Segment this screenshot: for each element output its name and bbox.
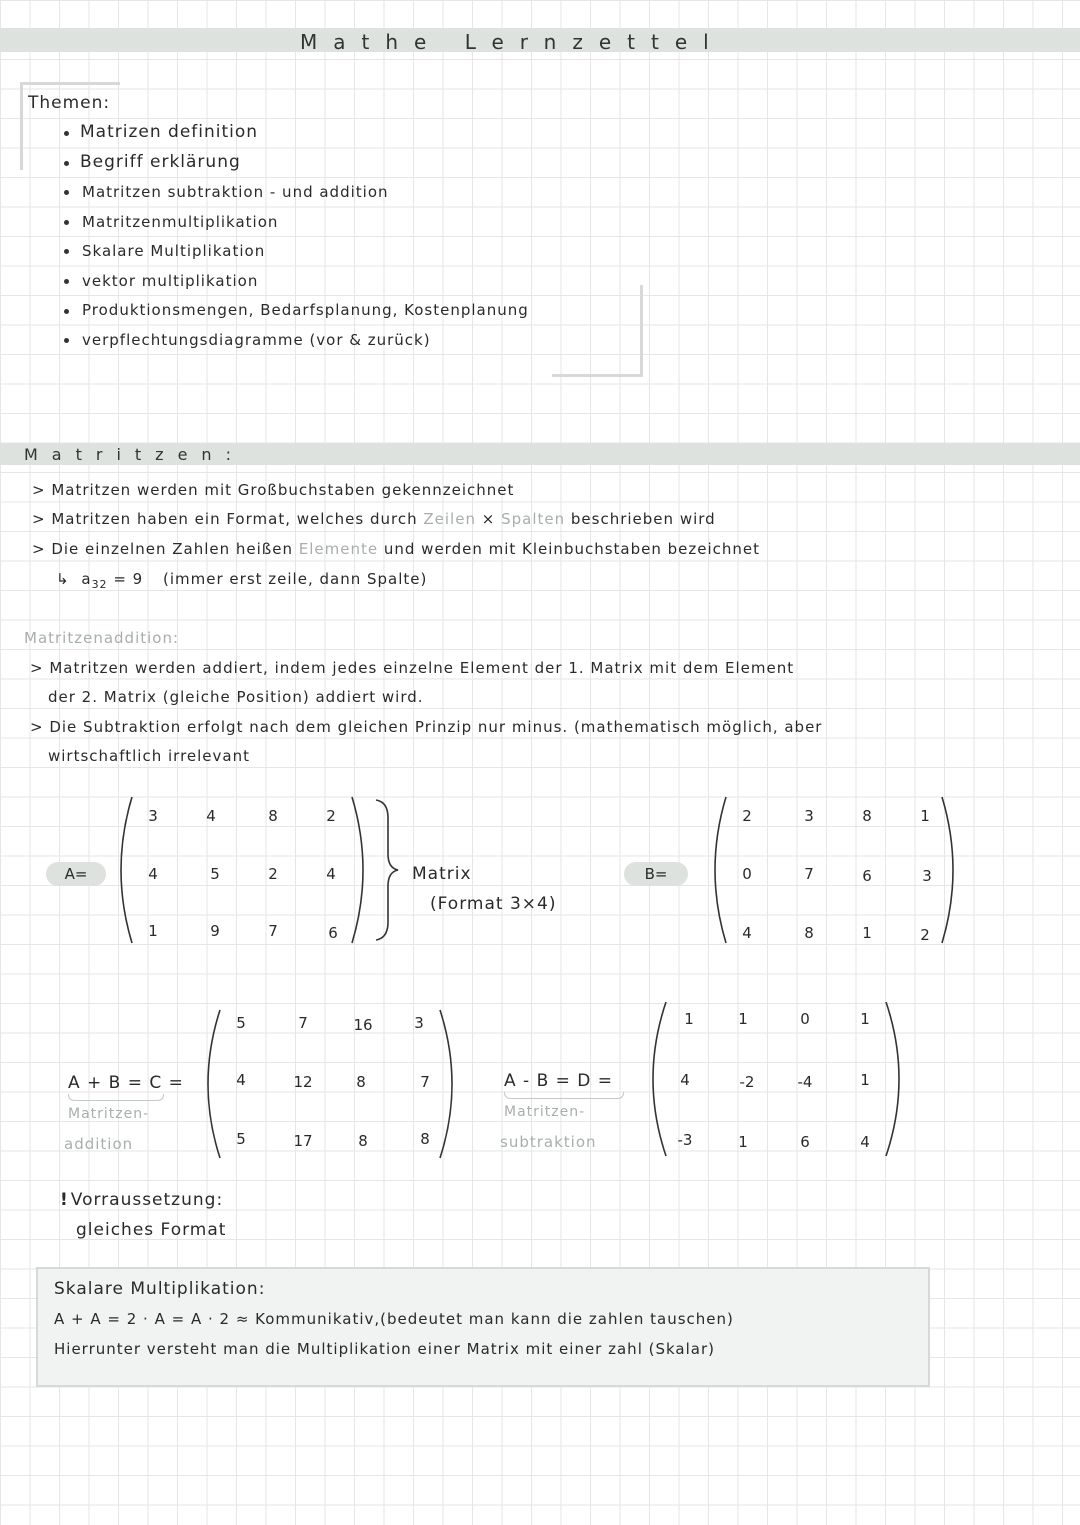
matrix-a-annotation: Matrix [412, 864, 472, 884]
matritzen-heading: Matritzen: [24, 445, 245, 464]
matrix-cell: 3 [804, 807, 814, 825]
matrix-cell: -3 [677, 1131, 693, 1149]
matrix-a-format: (Format 3×4) [430, 894, 557, 914]
matrix-cell: 16 [353, 1016, 373, 1034]
bullet-icon [64, 309, 69, 314]
subtraction-underbrace [504, 1092, 624, 1099]
matrix-cell: 1 [860, 1071, 870, 1089]
matrix-cell: 7 [804, 865, 814, 883]
matrix-cell: 6 [800, 1133, 810, 1151]
matrix-cell: -2 [739, 1073, 755, 1091]
themen-item: vektor multiplikation [82, 272, 259, 290]
element-index: 32 [91, 578, 108, 591]
bullet-icon [64, 190, 69, 195]
matrix-a-right-paren [350, 795, 370, 945]
matrix-cell: 8 [862, 807, 872, 825]
themen-label: Themen: [28, 93, 111, 113]
voraussetzung-label [60, 1190, 223, 1210]
bullet-icon [64, 161, 69, 166]
matrix-cell: 4 [860, 1133, 870, 1151]
matrix-a-left-paren [114, 795, 134, 945]
subtraction-caption-1: Matritzen- [504, 1104, 586, 1120]
matrix-cell: 3 [148, 807, 158, 825]
matrix-cell: 2 [268, 865, 278, 883]
matrix-cell: 17 [293, 1132, 313, 1150]
matrix-cell: 8 [356, 1073, 366, 1091]
matrix-cell: 8 [420, 1130, 430, 1148]
matrix-c-right-paren [438, 1008, 460, 1160]
skalar-line-1: A + A = 2 · A = A · 2 ≈ Kommunikativ,(bedeutet man kann die zahlen tauschen) [54, 1310, 734, 1328]
addition-caption-2: addition [64, 1135, 134, 1153]
zeilen-term: Zeilen [423, 510, 476, 528]
matrix-a-label: A= [46, 862, 106, 886]
matrix-cell: 3 [414, 1014, 424, 1032]
times-sign: × [481, 510, 496, 528]
matrix-cell: -4 [797, 1073, 813, 1091]
matrix-cell: 0 [742, 865, 752, 883]
themen-item: Begriff erklärung [80, 152, 241, 172]
bullet-icon [64, 220, 69, 225]
matritzen-line-3 [32, 540, 760, 558]
skalar-title: Skalare Multiplikation: [54, 1279, 266, 1299]
return-arrow-icon: ↳ [56, 570, 70, 588]
matrix-cell: 4 [236, 1071, 246, 1089]
matrix-cell: 4 [326, 865, 336, 883]
matrix-cell: 4 [206, 807, 216, 825]
matrix-cell: 8 [358, 1132, 368, 1150]
addition-underbrace [68, 1094, 164, 1101]
line-2-text: > Matritzen haben ein Format, welches durch [32, 510, 418, 528]
addition-heading: Matritzenaddition: [24, 629, 180, 647]
matrix-cell: 4 [680, 1071, 690, 1089]
themen-frame-left [20, 82, 23, 170]
line-3-text: > Die einzelnen Zahlen heißen [32, 540, 293, 558]
themen-item: verpflechtungsdiagramme (vor & zurück) [82, 331, 431, 349]
matrix-cell: 0 [800, 1010, 810, 1028]
element-symbol: a [81, 570, 92, 588]
matrix-cell: 8 [268, 807, 278, 825]
addition-caption-1: Matritzen- [68, 1106, 150, 1122]
bullet-icon [64, 249, 69, 254]
matrix-cell: 1 [862, 924, 872, 942]
addition-line-3: > Die Subtraktion erfolgt nach dem gleichen Prinzip nur minus. (mathematisch möglich, aber [30, 718, 823, 736]
matrix-cell: 1 [684, 1010, 694, 1028]
element-value: = 9 [113, 570, 144, 588]
matrix-cell: 1 [860, 1010, 870, 1028]
voraussetzung-text: Vorraussetzung: [70, 1190, 224, 1210]
matrix-b-right-paren [940, 795, 960, 945]
bullet-icon [64, 338, 69, 343]
line-2-end: beschrieben wird [570, 510, 716, 528]
matrix-cell: 1 [148, 922, 158, 940]
addition-line-1: > Matritzen werden addiert, indem jedes einzelne Element der 1. Matrix mit dem Element [30, 659, 795, 677]
themen-item: Skalare Multiplikation [82, 242, 266, 260]
addition-line-2: der 2. Matrix (gleiche Position) addiert wird. [48, 688, 424, 706]
matrix-cell: 6 [862, 867, 872, 885]
matrix-b-left-paren [708, 795, 728, 945]
matrix-cell: 1 [738, 1010, 748, 1028]
matrix-cell: 2 [326, 807, 336, 825]
matrix-d-left-paren [644, 1000, 668, 1158]
matrix-cell: 2 [920, 926, 930, 944]
addition-equation: A + B = C = [68, 1073, 184, 1093]
matrix-cell: 7 [298, 1014, 308, 1032]
matrix-cell: 6 [328, 924, 338, 942]
subtraction-caption-2: subtraktion [500, 1133, 597, 1151]
matritzen-line-2 [32, 510, 716, 528]
matrix-b-label: B= [624, 862, 688, 886]
matrix-cell: 4 [148, 865, 158, 883]
page-title: Mathe Lernzettel [300, 30, 725, 54]
themen-frame-right [640, 285, 643, 377]
themen-item: Matritzenmultiplikation [82, 213, 279, 231]
bullet-icon [64, 131, 69, 136]
themen-item: Matritzen subtraktion - und addition [82, 183, 389, 201]
matritzen-line-1: > Matritzen werden mit Großbuchstaben gekennzeichnet [32, 481, 515, 499]
matrix-c-left-paren [200, 1008, 222, 1160]
themen-item: Matrizen definition [80, 122, 259, 142]
themen-frame-top [20, 82, 120, 85]
matrix-cell: 1 [738, 1133, 748, 1151]
matrix-cell: 5 [210, 865, 220, 883]
matrix-a-curly-brace [374, 798, 404, 942]
matrix-cell: 8 [804, 924, 814, 942]
line-3-end: und werden mit Kleinbuchstaben bezeichnet [383, 540, 761, 558]
voraussetzung-detail: gleiches Format [76, 1220, 227, 1240]
subtraction-equation: A - B = D = [504, 1071, 614, 1091]
spalten-term: Spalten [501, 510, 566, 528]
matrix-cell: 7 [420, 1073, 430, 1091]
matrix-cell: 2 [742, 807, 752, 825]
element-note: (immer erst zeile, dann Spalte) [163, 570, 428, 588]
exclamation-icon: ! [60, 1190, 69, 1210]
themen-frame-bottom [552, 374, 643, 377]
themen-item: Produktionsmengen, Bedarfsplanung, Kostenplanung [82, 301, 529, 319]
matrix-cell: 7 [268, 922, 278, 940]
matrix-cell: 5 [236, 1014, 246, 1032]
matrix-cell: 12 [293, 1073, 313, 1091]
matrix-cell: 5 [236, 1130, 246, 1148]
matrix-cell: 4 [742, 924, 752, 942]
matrix-cell: 9 [210, 922, 220, 940]
matritzen-line-4 [56, 570, 427, 591]
matrix-cell: 3 [922, 867, 932, 885]
matrix-d-right-paren [884, 1000, 908, 1158]
addition-line-4: wirtschaftlich irrelevant [48, 747, 250, 765]
matrix-cell: 1 [920, 807, 930, 825]
skalar-line-2: Hierrunter versteht man die Multiplikation einer Matrix mit einer zahl (Skalar) [54, 1340, 715, 1358]
elemente-term: Elemente [298, 540, 379, 558]
bullet-icon [64, 279, 69, 284]
